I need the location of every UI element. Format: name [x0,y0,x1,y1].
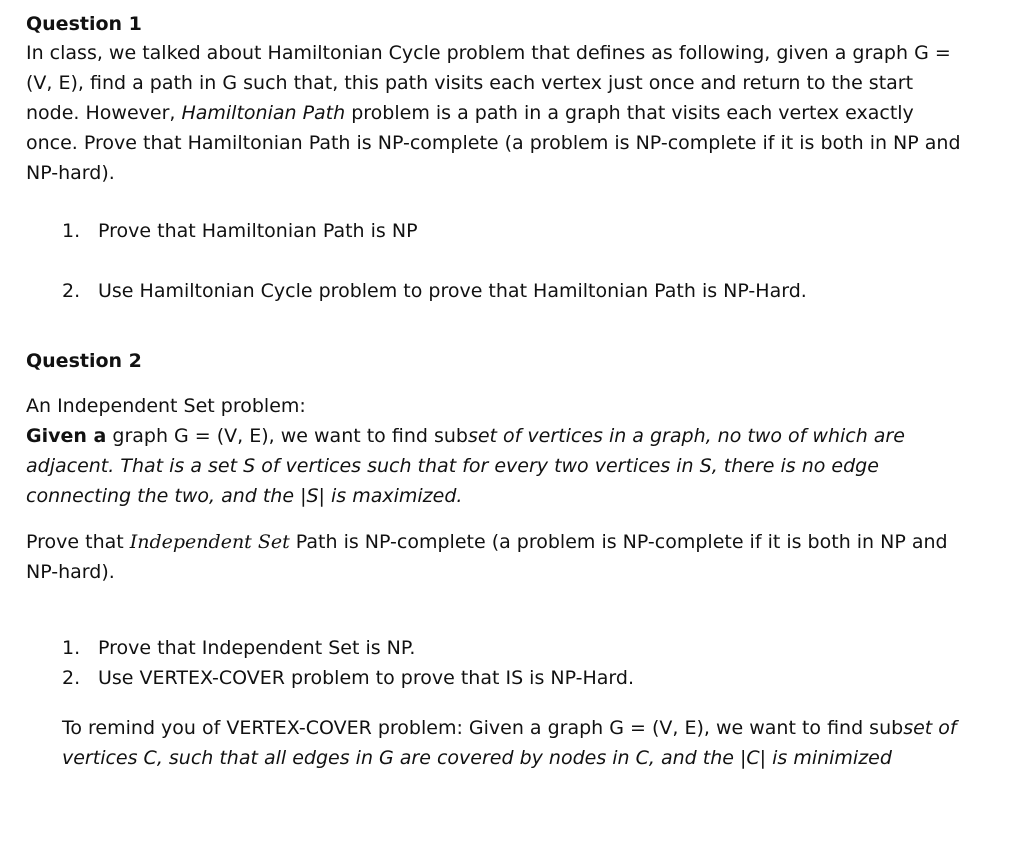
definition-bold-lead: Given a [26,425,107,447]
question-1-tasks [26,216,966,306]
question-1-intro-part-b: problem is a path in a graph that visits each vertex exactly once. Prove that Hamiltonian Path is NP-complete (a problem is NP-complete if it is both in NP and NP-hard). [26,102,961,184]
question-2-task-1 [26,633,966,663]
question-1-task-2 [26,276,966,306]
list-number: 1. [62,637,81,659]
list-item-text: Prove that Hamiltonian Path is NP [98,220,418,242]
definition-plain: graph G = (V, E), we want to find sub [106,425,468,447]
question-2-prove-statement [26,527,966,587]
question-2-tasks [26,633,966,693]
prove-part-b: Path is NP-complete (a problem is NP-complete if it is both in NP and NP-hard). [26,531,948,583]
list-number: 2. [62,280,81,302]
list-item-text: Use Hamiltonian Cycle problem to prove that Hamiltonian Path is NP-Hard. [98,280,807,302]
list-number: 2. [62,667,81,689]
independent-set-definition [26,421,966,511]
independent-set-term: Independent Set [129,531,290,553]
definition-italic: set of vertices in a graph, no two of which are adjacent. That is a set S of vertices such that for every two vertices in S, there is no edge connecting the two, and the |S| is maximized. [26,425,905,507]
hamiltonian-path-term: Hamiltonian Path [181,102,346,124]
list-number: 1. [62,220,81,242]
independent-set-heading: An Independent Set problem: [26,395,306,417]
question-1-title: Question 1 [26,13,142,35]
question-1-intro-part-a: In class, we talked about Hamiltonian Cycle problem that defines as following, given a graph G = (V, E), find a path in G such that, this path visits each vertex just once and return to the start node. However, [26,42,951,124]
list-item-text: Use VERTEX-COVER problem to prove that IS is NP-Hard. [98,667,635,689]
question-2-task-2 [26,663,966,693]
prove-part-a: Prove that [26,531,130,553]
reminder-italic: set of vertices C, such that all edges in G are covered by nodes in C, and the |C| is minimized [62,717,957,769]
document-body [26,12,966,773]
question-2-title: Question 2 [26,350,142,372]
vertex-cover-reminder [26,713,966,773]
reminder-plain: To remind you of VERTEX-COVER problem: Given a graph G = (V, E), we want to find sub [62,717,904,739]
list-item-text: Prove that Independent Set is NP. [98,637,416,659]
question-1-intro [26,38,966,188]
question-1-task-1 [26,216,966,246]
